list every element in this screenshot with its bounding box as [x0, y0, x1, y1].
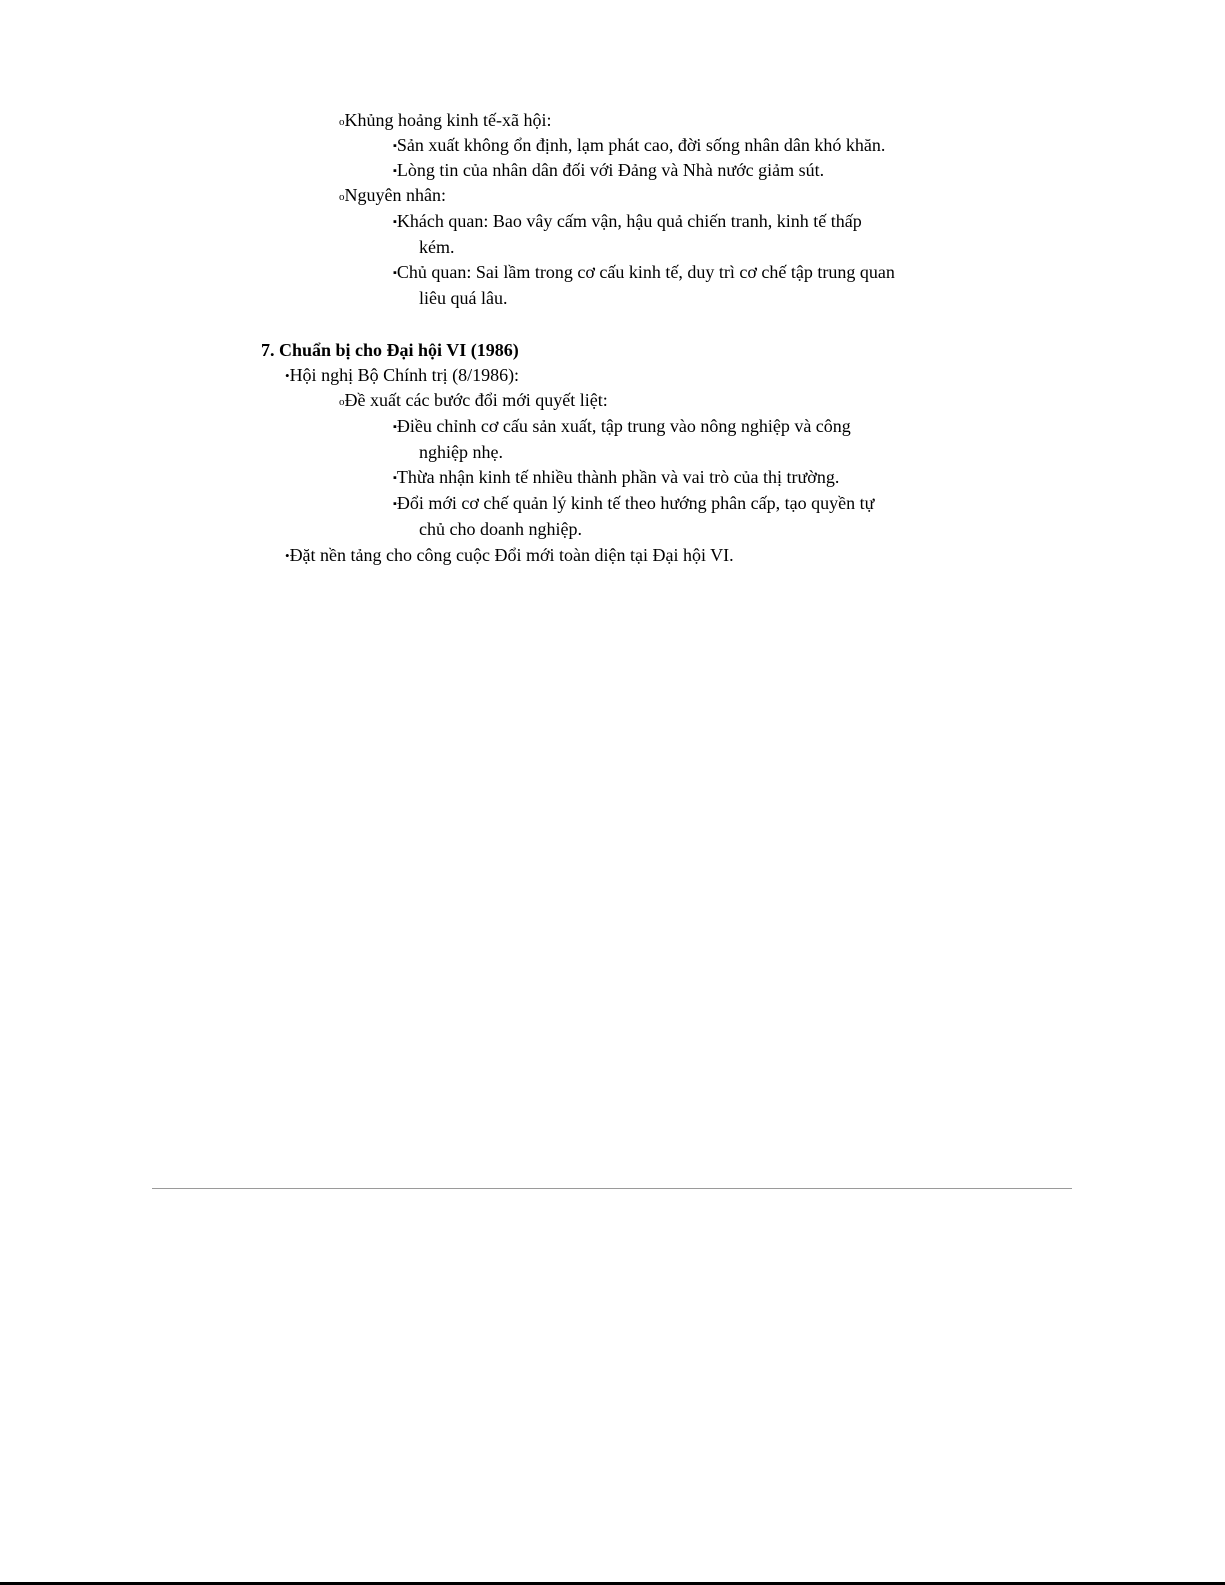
- proposal-text: Đề xuất các bước đổi mới quyết liệt:: [344, 390, 608, 410]
- square-bullet-icon: ▪: [393, 165, 397, 177]
- cause-subjective-line-1: [393, 260, 895, 286]
- proposal-item-1-line-2: [419, 440, 503, 465]
- section-7-heading: 7. Chuẩn bị cho Đại hội VI (1986): [261, 340, 519, 360]
- circle-bullet-icon: o: [339, 191, 345, 203]
- proposal-item-2-text-1: Thừa nhận kinh tế nhiều thành phần và vai trò của thị trường.: [396, 467, 840, 487]
- dot-bullet-icon: •: [285, 548, 290, 563]
- cause-subjective-text-1: Chủ quan: Sai lầm trong cơ cấu kinh tế, duy trì cơ chế tập trung quan: [396, 262, 895, 282]
- square-bullet-icon: ▪: [393, 498, 397, 510]
- cause-objective-text-2: kém.: [419, 237, 455, 257]
- cause-objective-line-1: [393, 209, 862, 235]
- dot-bullet-icon: •: [285, 368, 290, 383]
- crisis-label: Khủng hoảng kinh tế-xã hội:: [344, 110, 552, 130]
- foundation-line: [285, 543, 734, 568]
- square-bullet-icon: ▪: [393, 267, 397, 279]
- proposal-item-1-line-1: [393, 414, 851, 440]
- crisis-item-2: Lòng tin của nhân dân đối với Đảng và Nhà nước giảm sút.: [396, 160, 825, 180]
- proposal-item-3-text-2: chủ cho doanh nghiệp.: [419, 519, 582, 539]
- circle-bullet-icon: o: [339, 116, 345, 128]
- proposal-item-3-line-1: [393, 491, 874, 517]
- politburo-line: [285, 363, 519, 388]
- proposal-item-2-line-1: [393, 465, 839, 491]
- crisis-item-2-line: [393, 158, 824, 184]
- causes-label-line: [339, 183, 446, 210]
- crisis-item-1-line: [393, 133, 885, 159]
- proposal-item-3-text-1: Đổi mới cơ chế quản lý kinh tế theo hướng phân cấp, tạo quyền tự: [396, 493, 875, 513]
- causes-label: Nguyên nhân:: [344, 185, 446, 205]
- proposal-item-1-text-1: Điều chỉnh cơ cấu sản xuất, tập trung vào nông nghiệp và công: [396, 416, 851, 436]
- cause-objective-line-2: [419, 235, 455, 260]
- cause-subjective-line-2: [419, 286, 507, 311]
- proposal-line: [339, 388, 608, 415]
- politburo-text: Hội nghị Bộ Chính trị (8/1986):: [289, 365, 520, 385]
- cause-objective-text-1: Khách quan: Bao vây cấm vận, hậu quả chiến tranh, kinh tế thấp: [396, 211, 862, 231]
- foundation-text: Đặt nền tảng cho công cuộc Đổi mới toàn diện tại Đại hội VI.: [289, 545, 734, 565]
- square-bullet-icon: ▪: [393, 216, 397, 228]
- cause-subjective-text-2: liêu quá lâu.: [419, 288, 508, 308]
- proposal-item-1-text-2: nghiệp nhẹ.: [419, 442, 503, 462]
- crisis-label-line: [339, 108, 551, 135]
- square-bullet-icon: ▪: [393, 472, 397, 484]
- square-bullet-icon: ▪: [393, 421, 397, 433]
- square-bullet-icon: ▪: [393, 140, 397, 152]
- circle-bullet-icon: o: [339, 396, 345, 408]
- page-divider: [152, 1188, 1072, 1189]
- proposal-item-3-line-2: [419, 517, 582, 542]
- crisis-item-1: Sản xuất không ổn định, lạm phát cao, đời sống nhân dân khó khăn.: [396, 135, 886, 155]
